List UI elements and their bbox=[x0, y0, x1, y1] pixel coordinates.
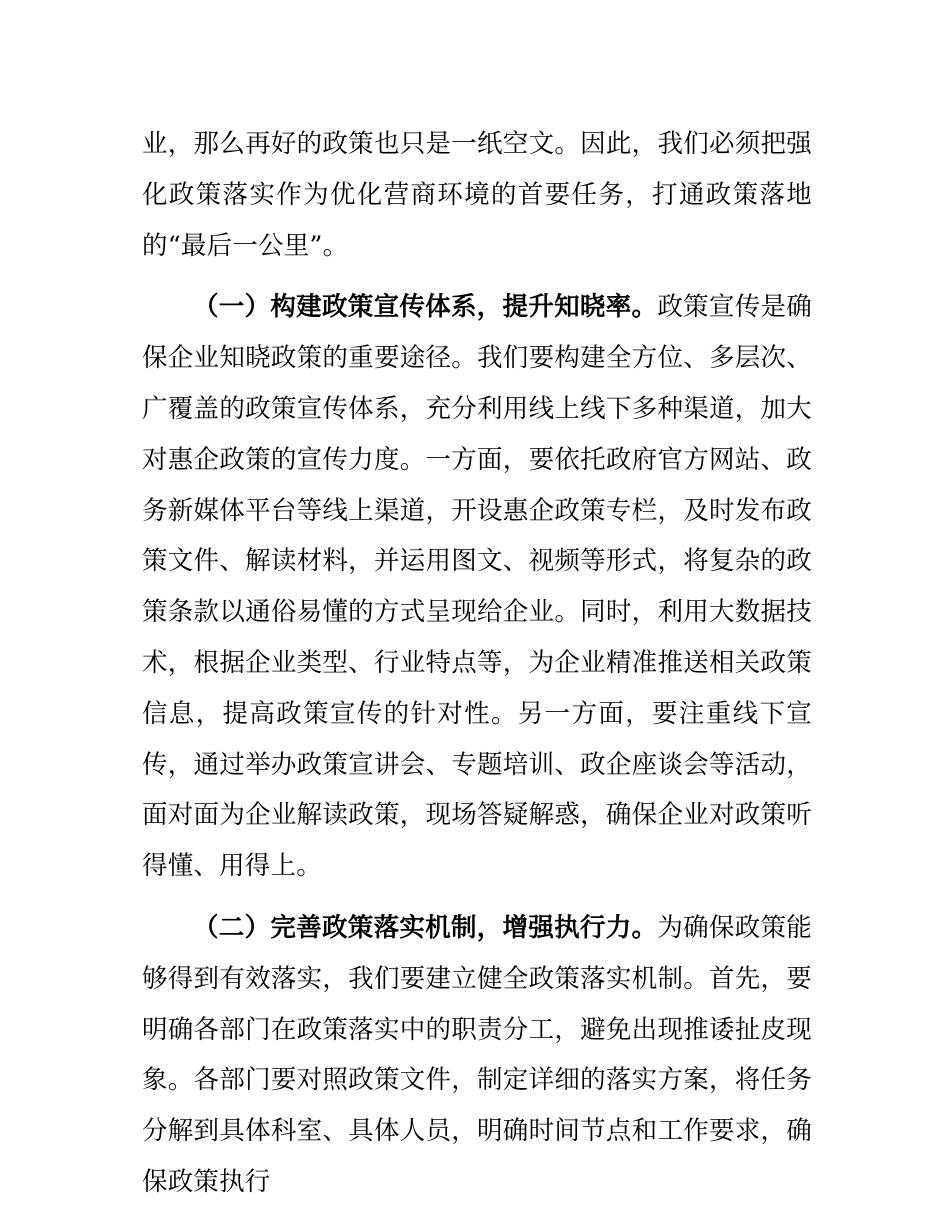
section-heading-1: （一）构建政策宣传体系，提升知晓率。 bbox=[193, 292, 658, 323]
paragraph-text: 业，那么再好的政策也只是一纸空文。因此，我们必须把强化政策落实作为优化营商环境的首要任务，打通政策落地的“最后一公里”。 bbox=[142, 129, 812, 261]
document-body bbox=[142, 119, 812, 1208]
paragraph-policy-publicity bbox=[142, 282, 812, 892]
paragraph-text: 政策宣传是确保企业知晓政策的重要途径。我们要构建全方位、多层次、广覆盖的政策宣传体系，充分利用线上线下多种渠道，加大对惠企政策的宣传力度。一方面，要依托政府官方网站、政务新媒体平台等线上渠道，开设惠企政策专栏，及时发布政策文件、解读材料，并运用图文、视频等形式，将复杂的政策条款以通俗易懂的方式呈现给企业。同时，利用大数据技术，根据企业类型、行业特点等，为企业精准推送相关政策信息，提高政策宣传的针对性。另一方面，要注重线下宣传，通过举办政策宣讲会、专题培训、政企座谈会等活动，面对面为企业解读政策，现场答疑解惑，确保企业对政策听得懂、用得上。 bbox=[142, 292, 813, 882]
paragraph-continuation bbox=[142, 119, 812, 271]
paragraph-policy-implementation bbox=[142, 903, 812, 1208]
section-heading-2: （二）完善政策落实机制，增强执行力。 bbox=[193, 912, 658, 943]
paragraph-text: 为确保政策能够得到有效落实，我们要建立健全政策落实机制。首先，要明确各部门在政策落实中的职责分工，避免出现推诿扯皮现象。各部门要对照政策文件，制定详细的落实方案，将任务分解到具体科室、具体人员，明确时间节点和工作要求，确保政策执行 bbox=[142, 912, 813, 1197]
